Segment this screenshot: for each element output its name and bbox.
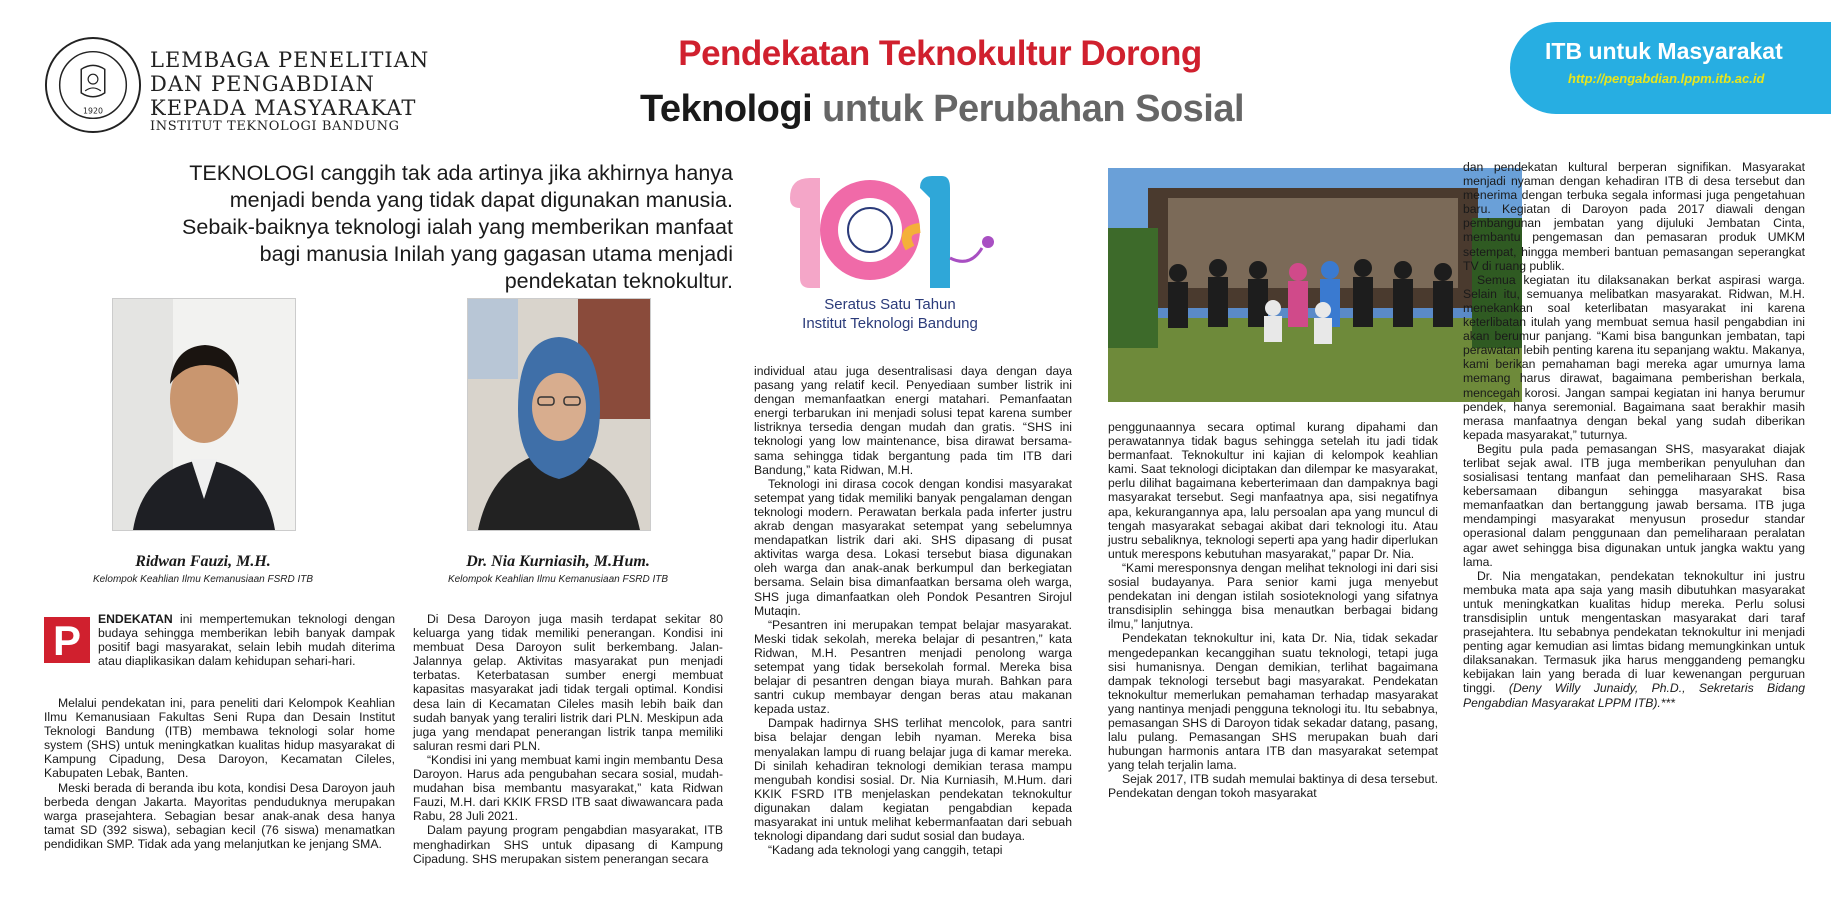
article-col4 <box>1108 420 1438 801</box>
paragraph: Dampak hadirnya SHS terlihat mencolok, para santri bisa belajar dengan lebih nyaman. Mereka bisa menyalakan lampu di ruang belajar juga di kamar mereka. Di sinilah kehadiran teknologi demikian terasa mampu mengubah kondisi sosial. Dr. Nia Kurniasih, M.Hum. dari KKIK FSRD ITB menjelaskan pendekatan teknokultur digunakan dalam kegiatan pengabdian kepada masyarakat ini untuk melihat kebermanfaatan dari sebuah teknologi dipandang dari sudut sosial dan budaya. <box>754 716 1072 844</box>
headline-part-a: Teknologi <box>640 88 813 130</box>
caption-name-1: Ridwan Fauzi, M.H. <box>135 553 271 570</box>
paragraph: Begitu pula pada pemasangan SHS, masyarakat diajak terlibat sejak awal. ITB juga memberikan penyuluhan dan sosialisasi tentang manfaat dan pemeliharaan SHS. Rasa kebersamaan dibangun sehingga masyarakat bisa memanfaatkan dan bertanggung jawab bersama. ITB juga mendampingi masyarakat menyusun prosedur standar operasional dalam penggunaan dan pemeliharaan peralatan agar awet sehingga bisa digunakan untuk jangka waktu yang lama. <box>1463 441 1805 569</box>
article-col1 <box>44 696 395 851</box>
paragraph: Sejak 2017, ITB sudah memulai baktinya di desa tersebut. Pendekatan dengan tokoh masyarakat <box>1108 772 1438 801</box>
byline: (Deny Willy Junaidy, Ph.D., Sekretaris Bidang Pengabdian Masyarakat LPPM ITB).*** <box>1463 681 1806 710</box>
portrait-ridwan <box>112 298 296 531</box>
closing-text: Dr. Nia mengatakan, pendekatan teknokultur ini justru membuka mata apa saja yang masih dibutuhkan masyarakat untuk meningkatkan kualitas hidup mereka. Perlu solusi transdisiplin untuk mengentaskan masyarakat dari taraf prasejahtera. Itu sebabnya pendekatan teknokultur ini menjadi penting agar kemudian asi limtas bidang memungkinkan untuk dilaksanakan. Termasuk jika harus menggandeng pemangku kebijakan lain yang berada di luar kewenangan perguruan tinggi. <box>1463 568 1805 696</box>
paragraph: “Kami meresponsnya dengan melihat teknologi ini dari sisi sosial budayanya. Para senior kami juga menyebut pendekatan ini dengan istilah sosioteknologi yang sifatnya transdisiplin sehingga bisa menautkan berbagai bidang ilmu,” lanjutnya. <box>1108 560 1438 632</box>
paragraph: Meski berada di beranda ibu kota, kondisi Desa Daroyon jauh berbeda dengan Jakarta. Mayoritas penduduknya merupakan warga prasejahtera. Sebagian besar anak-anak desa hanya tamat SD (392 siswa), sebagian kecil (76 siswa) menamatkan pendidikan SMP. Tidak ada yang melanjutkan ke jenjang SMA. <box>44 780 395 851</box>
paragraph: individual atau juga desentralisasi daya dengan daya pasang yang relatif kecil. Penyediaan sumber listrik ini dengan memanfaatkan energi matahari. Pemanfaatan energi terbarukan ini menjadi solusi tepat karena sumber listriknya tersedia dengan mudah dan gratis. “SHS ini teknologi yang low maintenance, bisa dirawat bersama-sama sehingga tidak bergantung pada tim ITB dari Bandung,” kata Ridwan, M.H. <box>754 364 1072 477</box>
caption-role-2: Kelompok Keahlian Ilmu Kemanusiaan FSRD ITB <box>447 574 669 585</box>
article-col2 <box>413 612 723 866</box>
logo-year: 1920 <box>83 106 103 116</box>
paragraph: Di Desa Daroyon juga masih terdapat sekitar 80 keluarga yang tidak memiliki penerangan. Kondisi ini membuat Desa Daroyon sulit berkembang. Jalan-Jalannya gelap. Aktivitas masyarakat pun menjadi terbatas. Keterbatasan sumber energi membuat kapasitas masyarakat jadi tidak tergali optimal. Kondisi desa lain di Kecamatan Cileles masih lebih baik dan sudah banyak yang teraliri listrik dari PLN. Meskipun ada juga yang mendapat penerangan listrik tanpa memiliki saluran resmi dari PLN. <box>413 612 723 753</box>
institution-line-2: DAN PENGABDIAN <box>150 72 375 96</box>
badge-title: ITB untuk Masyarakat <box>1545 38 1783 64</box>
paragraph: “Kadang ada teknologi yang canggih, tetapi <box>768 843 1003 858</box>
headline-line-2 <box>640 88 1245 131</box>
drop-cap: P <box>44 617 90 663</box>
paragraph: dan pendekatan kultural berperan signifikan. Masyarakat menjadi nyaman dengan kehadiran ITB di desa tersebut dan menerima dengan terbuka segala informasi juga pengetahuan baru. Kegiatan di Daroyon pada 2017 diawali dengan pembangunan jembatan yang dijuluki Jembatan Cinta, membantu pengemasan dan pemasaran produk UMKM setempat, hingga memberi bantuan pemasangan seperangkat TV di ruang publik. <box>1463 160 1805 273</box>
anniversary-text-1: Seratus Satu Tahun <box>824 296 956 313</box>
paragraph: Pendekatan teknokultur ini, kata Dr. Nia, tidak sekadar mengedepankan kecanggihan suatu teknologi, tetapi juga sisi humanisnya. Dengan demikian, terlihat bagaimana dampak teknologi tersebut bagi masyarakat. Pendekatan teknokultur memerlukan pemahaman terhadap masyarakat yang nantinya menjadi pengguna teknologi itu. Itu sebabnya, pemasangan SHS di Daroyon tidak sekadar datang, pasang, lalu pulang. Pemasangan SHS merupakan buah dari hubungan harmonis antara ITB dan masyarakat setempat yang telah terjalin lama. <box>1108 631 1438 773</box>
section-badge <box>1510 22 1831 114</box>
lead-paragraph: TEKNOLOGI canggih tak ada artinya jika akhirnya hanya menjadi benda yang tidak dapat digunakan manusia. Sebaik-baiknya teknologi ialah yang memberikan manfaat bagi manusia Inilah yang gagasan utama menjadi pendekatan teknokultur. <box>182 161 733 293</box>
badge-url-link[interactable]: http://pengabdian.lppm.itb.ac.id <box>1568 71 1765 86</box>
paragraph: Dalam payung program pengabdian masyarakat, ITB menghadirkan SHS untuk dipasang di Kampung Cipadung. SHS merupakan sistem penerangan secara <box>413 823 723 866</box>
caption-name-2: Dr. Nia Kurniasih, M.Hum. <box>466 553 650 570</box>
headline-part-b: untuk Perubahan Sosial <box>812 88 1245 130</box>
institution-line-4: INSTITUT TEKNOLOGI BANDUNG <box>150 119 400 134</box>
paragraph: “Pesantren ini merupakan tempat belajar masyarakat. Meski tidak sekolah, mereka belajar di pesantren,” kata Ridwan, M.H. Pesantren menjadi penolong warga setempat yang tidak bersekolah formal. Mereka bisa belajar di pesantren dengan biaya murah. Bahkan para santri cukup membayar dengan beras atau makanan kepada ustaz. <box>754 617 1072 717</box>
intro-text: ini mempertemukan teknologi dengan budaya sehingga memberikan lebih banyak dampak positif bagi masyarakat, selain lebih mudah diterima atau diaplikasikan dalam kehidupan sehari-hari. <box>98 612 395 669</box>
article-col1-intro <box>98 612 395 668</box>
article-col5 <box>1463 160 1805 710</box>
caption-role-1: Kelompok Keahlian Ilmu Kemanusiaan FSRD ITB <box>92 574 314 585</box>
anniversary-logo <box>770 168 1010 308</box>
paragraph: penggunaannya secara optimal kurang dipahami dan perawatannya tidak bagus sehingga setelah itu jadi tidak bermanfaat. Teknokultur ini kajian di kelompok keahlian kami. Saat teknologi diciptakan dan dilempar ke masyarakat, perlu dilihat bagaimana keberterimaan dan dampaknya bagi masyarakat tersebut. Segi manfaatnya apa, sisi negatifnya apa, kekurangannya apa, lalu persoalan apa yang muncul di tengah masyarakat sebagai akibat dari teknologi itu. Atau justru sebaliknya, teknologi seperti apa yang hadir diperlukan untuk merespons kebutuhan masyarakat,” papar Dr. Nia. <box>1108 420 1438 561</box>
group-photo <box>1108 168 1522 402</box>
paragraph: Melalui pendekatan ini, para peneliti dari Kelompok Keahlian Ilmu Kemanusiaan Fakultas Seni Rupa dan Desain Institut Teknologi Bandung (ITB) membawa teknologi solar home system (SHS) untuk meningkatkan kualitas hidup masyarakat di Kampung Cipadung, Desa Daroyon, Kecamatan Cileles, Kabupaten Lebak, Banten. <box>44 696 395 781</box>
intro-keyword: ENDEKATAN <box>98 612 173 626</box>
itb-logo <box>44 36 142 134</box>
paragraph: “Kondisi ini yang membuat kami ingin membantu Desa Daroyon. Harus ada pengubahan secara sosial, mudah-mudahan bisa membantu masyarakat,” kata Ridwan Fauzi, M.H. dari KKIK FRSD ITB saat diwawancara pada Rabu, 28 Juli 2021. <box>413 752 723 824</box>
paragraph: Teknologi ini dirasa cocok dengan kondisi masyarakat setempat yang tidak memiliki banyak pengalaman dengan teknologi modern. Perawatan berkala pada inferter justru akrab dengan masyarakat setempat yang sebelumnya mendapatkan listrik dari aki. SHS dipasang di pusat aktivitas warga desa. Lokasi tersebut biasa digunakan oleh warga dan anak-anak berkumpul dan berkegiatan bersama. Selain bisa dimanfaatkan bersama oleh warga, SHS juga dimanfaatkan oleh Pondok Pesantren Sirojul Mutaqin. <box>754 476 1072 618</box>
institution-line-1: LEMBAGA PENELITIAN <box>150 48 430 72</box>
anniversary-text-2: Institut Teknologi Bandung <box>802 315 978 332</box>
paragraph <box>1463 569 1805 710</box>
portrait-nia <box>467 298 651 531</box>
institution-line-3: KEPADA MASYARAKAT <box>150 96 417 120</box>
article-col3 <box>754 364 1072 857</box>
paragraph: Semua kegiatan itu dilaksanakan berkat aspirasi warga. Selain itu, semuanya melibatkan masyarakat. Ridwan, M.H. menekankan soal keterlibatan masyarakat ini karena keterlibatan itulah yang membuat semua hasil pengabdian ini akan berumur panjang. “Kami bisa bangunkan jembatan, tapi perawatan lebih penting karena itu sepanjang waktu. Makanya, kami berikan pemahaman bagi mereka agar umurnya lama memang harus dirawat, bagaimana pemberishan berkala, mencegah korosi. Jangan sampai kegiatan ini hanya berumur pendek, hanya seremonial. Bagaimana saat berakhir masih merasa manfaatnya dengan bekal yang sudah diberikan kepada masyarakat,” tuturnya. <box>1463 272 1805 442</box>
headline-line-1: Pendekatan Teknokultur Dorong <box>678 34 1202 73</box>
